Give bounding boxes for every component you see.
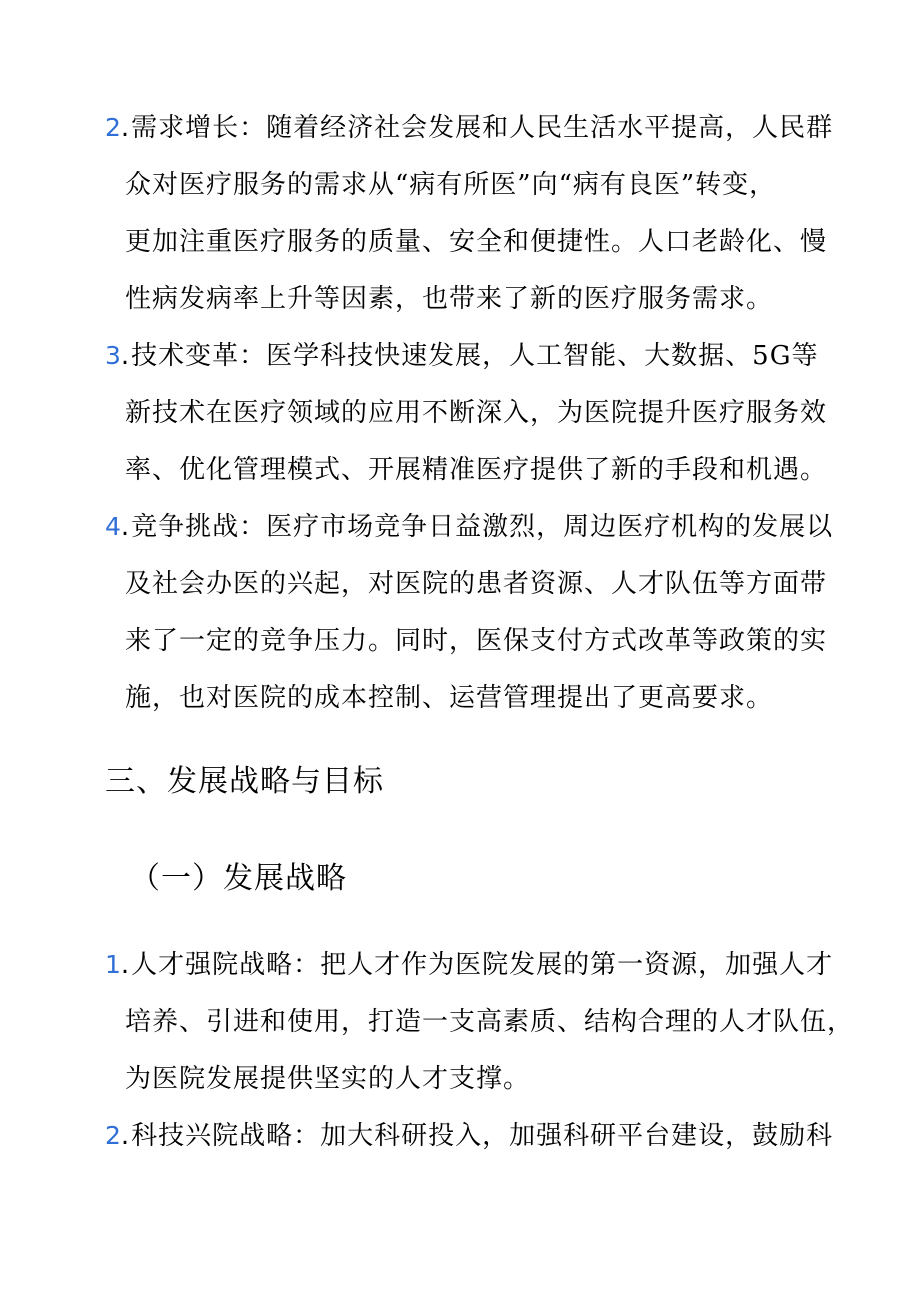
list-number: 1 [105, 950, 121, 979]
list-item-line [105, 1116, 834, 1173]
list-item-line: 施，也对医院的成本控制、运营管理提出了更高要求。 [125, 683, 774, 713]
list-item-line: 培养、引进和使用，打造一支高素质、结构合理的人才队伍， [125, 1007, 855, 1037]
list-item-line [105, 108, 834, 165]
subsection-heading: （一）发展战略 [130, 861, 347, 896]
list-number: 4 [105, 512, 121, 541]
list-dot: . [120, 113, 130, 143]
list-item-tech-change [105, 336, 828, 507]
list-item-demand-growth [105, 108, 834, 336]
list-item-text: 技术变革：医学科技快速发展，人工智能、大数据、5G等 [131, 341, 819, 371]
list-item-text: 需求增长：随着经济社会发展和人民生活水平提高，人民群 [131, 113, 834, 143]
list-item-text: 竞争挑战：医疗市场竞争日益激烈，周边医疗机构的发展以 [131, 512, 834, 542]
list-item-line: 新技术在医疗领域的应用不断深入，为医院提升医疗服务效 [125, 398, 828, 428]
list-item-competition [105, 507, 834, 735]
list-item-line: 众对医疗服务的需求从“病有所医”向“病有良医”转变， [125, 170, 777, 200]
list-item-line: 率、优化管理模式、开展精准医疗提供了新的手段和机遇。 [125, 455, 828, 485]
list-dot: . [120, 1121, 130, 1151]
list-item-text: 科技兴院战略：加大科研投入，加强科研平台建设，鼓励科 [131, 1121, 834, 1151]
list-item-science-strategy [105, 1116, 834, 1173]
list-dot: . [120, 950, 130, 980]
list-item-line [105, 507, 834, 564]
list-number: 2 [105, 1121, 121, 1150]
list-dot: . [120, 341, 130, 371]
list-item-text: 人才强院战略：把人才作为医院发展的第一资源，加强人才 [131, 950, 834, 980]
list-number: 3 [105, 341, 121, 370]
list-number: 2 [105, 113, 121, 142]
list-item-line [105, 336, 825, 393]
list-item-line: 性病发病率上升等因素，也带来了新的医疗服务需求。 [125, 284, 774, 314]
section-heading: 三、发展战略与目标 [105, 764, 384, 799]
list-item-line [105, 945, 834, 1002]
list-item-line: 及社会办医的兴起，对医院的患者资源、人才队伍等方面带 [125, 569, 828, 599]
list-dot: . [120, 512, 130, 542]
list-item-line: 为医院发展提供坚实的人才支撑。 [125, 1064, 531, 1094]
list-item-line: 来了一定的竞争压力。同时，医保支付方式改革等政策的实 [125, 626, 828, 656]
list-item-line: 更加注重医疗服务的质量、安全和便捷性。人口老龄化、慢 [125, 227, 828, 257]
list-item-talent-strategy [105, 945, 855, 1116]
